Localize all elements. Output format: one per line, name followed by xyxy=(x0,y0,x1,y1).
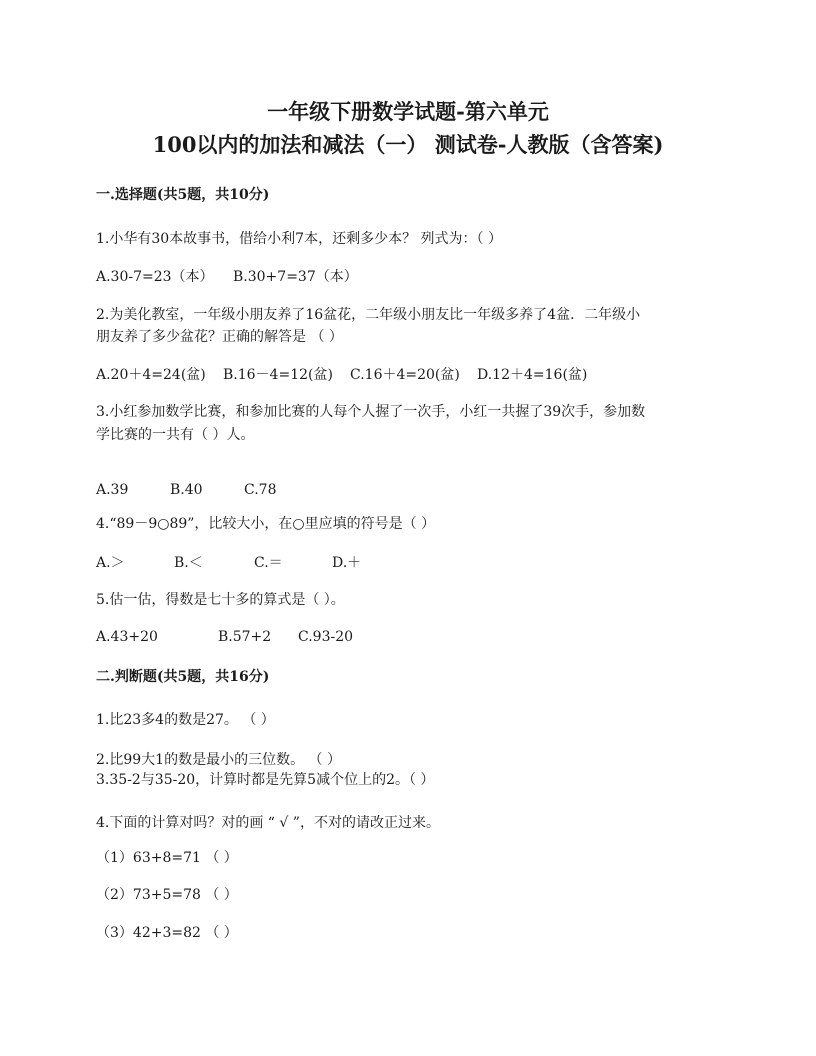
section1-heading: 一.选择题(共5题，共10分) xyxy=(96,187,270,203)
q1-option-b: B.30+7=37（本） xyxy=(233,269,358,285)
q2-options xyxy=(96,364,587,386)
judge-q4-item-1: （1）63+8=71 （ ） xyxy=(96,850,238,866)
q5-option-a: A.43+20 xyxy=(96,629,158,645)
q4-option-b: B.＜ xyxy=(174,555,203,571)
q4-options xyxy=(96,552,361,574)
judge-q1: 1.比23多4的数是27。 （ ） xyxy=(96,712,275,728)
q3-options xyxy=(96,479,276,501)
q5-stem: 5.估一估，得数是七十多的算式是（ ）。 xyxy=(96,592,345,608)
q5-options xyxy=(96,626,353,648)
judge-q4-stem: 4.下面的计算对吗？对的画 “ √ ”，不对的请改正过来。 xyxy=(96,815,440,831)
q2-stem-line2: 朋友养了多少盆花？正确的解答是 （ ） xyxy=(96,329,343,345)
q3-option-a: A.39 xyxy=(96,482,129,498)
q2-option-a: A.20＋4=24(盆) xyxy=(96,367,206,383)
q1-option-a: A.30-7=23（本） xyxy=(96,269,214,285)
judge-q4-item-2: （2）73+5=78 （ ） xyxy=(96,887,238,903)
q3-option-b: B.40 xyxy=(170,482,203,498)
q3-option-c: C.78 xyxy=(244,482,277,498)
q4-option-d: D.＋ xyxy=(332,555,362,571)
judge-q3: 3.35-2与35-20，计算时都是先算5减个位上的2。（ ） xyxy=(96,772,435,788)
q2-option-d: D.12＋4=16(盆) xyxy=(477,367,588,383)
q4-option-c: C.＝ xyxy=(254,555,283,571)
judge-q2: 2.比99大1的数是最小的三位数。 （ ） xyxy=(96,752,341,768)
q3-stem-line2: 学比赛的一共有（ ）人。 xyxy=(96,427,255,443)
q1-stem: 1.小华有30本故事书，借给小利7本，还剩多少本？ 列式为：（ ） xyxy=(96,231,502,247)
q4-stem: 4.“89－9○89”，比较大小，在○里应填的符号是（ ） xyxy=(96,516,436,532)
q1-options xyxy=(96,266,358,288)
q5-option-c: C.93-20 xyxy=(298,629,354,645)
judge-q4-item-3: （3）42+3=82 （ ） xyxy=(96,925,238,941)
q2-option-b: B.16－4=12(盆) xyxy=(223,367,333,383)
doc-title-line1: 一年级下册数学试题-第六单元 xyxy=(267,99,549,124)
q4-option-a: A.＞ xyxy=(96,555,125,571)
q3-stem-line1: 3.小红参加数学比赛，和参加比赛的人每个人握了一次手，小红一共握了39次手，参加数 xyxy=(96,404,646,420)
doc-title-line2: 100以内的加法和减法（一） 测试卷-人教版（含答案) xyxy=(152,132,664,157)
q2-stem-line1: 2.为美化教室，一年级小朋友养了16盆花，二年级小朋友比一年级多养了4盆．二年级小 xyxy=(96,307,641,323)
q5-option-b: B.57+2 xyxy=(218,629,272,645)
section2-heading: 二.判断题(共5题，共16分) xyxy=(96,669,270,685)
q2-option-c: C.16＋4=20(盆) xyxy=(350,367,460,383)
